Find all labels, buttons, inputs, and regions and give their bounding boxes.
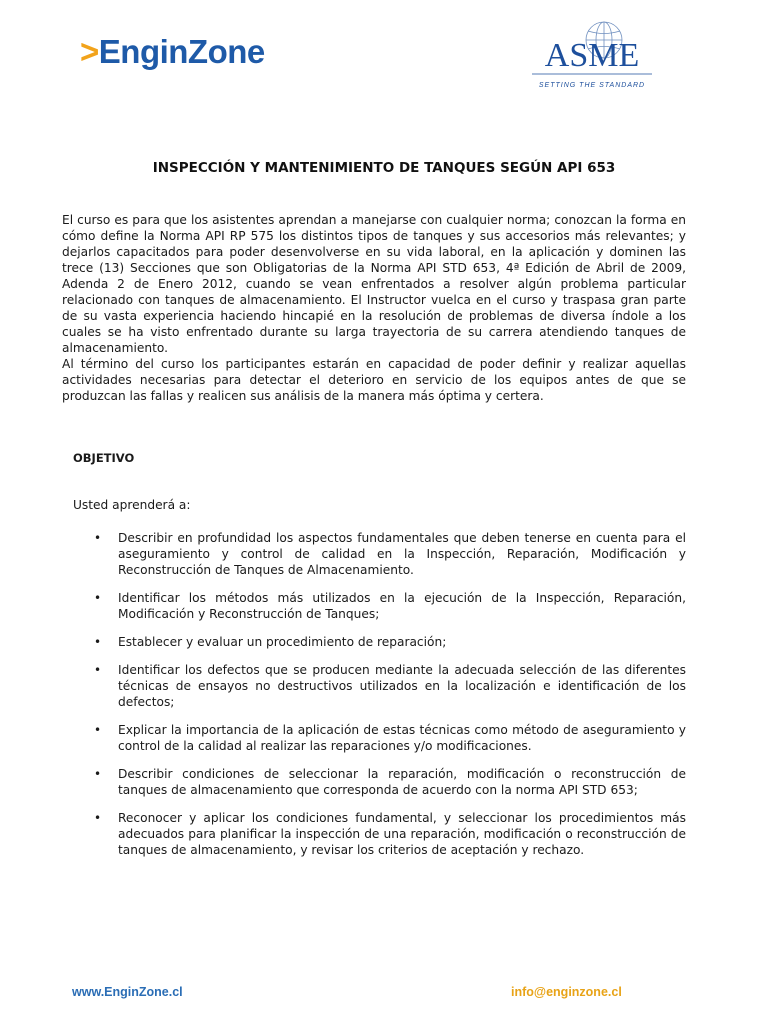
bullet-icon: • (94, 811, 102, 825)
enginzone-logo (80, 30, 265, 74)
asme-wordmark: ASME (544, 37, 640, 74)
bullet-icon: • (94, 767, 102, 781)
list-item (90, 634, 686, 650)
list-item (90, 590, 686, 622)
website-link[interactable]: www.EnginZone.cl (72, 985, 183, 999)
list-item (90, 810, 686, 858)
logo-chevron: > (80, 33, 99, 70)
bullet-icon: • (94, 531, 102, 545)
objective-text: Reconocer y aplicar los condiciones fundamental, y seleccionar los procedimientos más adecuados para planificar la inspección de una reparación, modificación o reconstrucción de tanques de almacenamiento, y revisar los criterios de aceptación y rechazo. (118, 811, 686, 857)
list-item (90, 766, 686, 798)
page-title: INSPECCIÓN Y MANTENIMIENTO DE TANQUES SEGÚN API 653 (152, 160, 616, 176)
list-item (90, 662, 686, 710)
email-link[interactable]: info@enginzone.cl (511, 985, 622, 999)
objective-text: Describir condiciones de seleccionar la reparación, modificación o reconstrucción de tanques de almacenamiento que corresponda de acuerdo con la norma API STD 653; (118, 767, 686, 797)
list-item (90, 722, 686, 754)
objective-lead: Usted aprenderá a: (73, 498, 191, 512)
bullet-icon: • (94, 723, 102, 737)
list-item (90, 530, 686, 578)
asme-logo (522, 14, 662, 98)
bullet-icon: • (94, 591, 102, 605)
objective-text: Identificar los métodos más utilizados en la ejecución de la Inspección, Reparación, Modificación y Reconstrucción de Tanques; (118, 591, 686, 621)
intro-paragraph: Al término del curso los participantes estarán en capacidad de poder definir y realizar aquellas actividades necesarias para detectar el deterioro en servicio de los equipos antes de que se produzcan las fallas y realicen sus análisis de la manera más óptima y certera. (62, 357, 686, 403)
objective-text: Identificar los defectos que se producen mediante la adecuada selección de las diferentes técnicas de ensayos no destructivos utilizados en la localización e identificación de los defectos; (118, 663, 686, 709)
bullet-icon: • (94, 635, 102, 649)
intro-paragraph: El curso es para que los asistentes aprendan a manejarse con cualquier norma; conozcan la forma en cómo define la Norma API RP 575 los distintos tipos de tanques y sus accesorios más relevantes; y dejarlos capacitados para poder desenvolverse en su vida laboral, en la aplicación y dominen las trece (13) Secciones que son Obligatorias de la Norma API STD 653, 4ª Edición de Abril de 2009, Adenda 2 de Enero 2012, cuando se vean enfrentados a resolver algún problema particular relacionado con tanques de almacenamiento. El Instructor vuelca en el curso y traspasa gran parte de su vasta experiencia haciendo hincapié en la resolución de problemas de diversa índole a los cuales se ha visto enfrentado durante su larga trayectoria de su carrera atendiendo tanques de almacenamiento. (62, 213, 686, 355)
objective-text: Explicar la importancia de la aplicación de estas técnicas como método de aseguramiento y control de la calidad al realizar las reparaciones y/o modificaciones. (118, 723, 686, 753)
asme-tagline: SETTING THE STANDARD (538, 82, 646, 89)
intro-text (62, 212, 686, 404)
logo-text: EnginZone (98, 33, 265, 70)
objective-text: Establecer y evaluar un procedimiento de reparación; (118, 635, 447, 649)
objective-heading: OBJETIVO (73, 451, 135, 465)
objective-text: Describir en profundidad los aspectos fundamentales que deben tenerse en cuenta para el aseguramiento y control de calidad en la Inspección, Reparación, Modificación y Reconstrucción de Tanques de Almacenamiento. (118, 531, 686, 577)
objectives-list (90, 530, 686, 870)
bullet-icon: • (94, 663, 102, 677)
